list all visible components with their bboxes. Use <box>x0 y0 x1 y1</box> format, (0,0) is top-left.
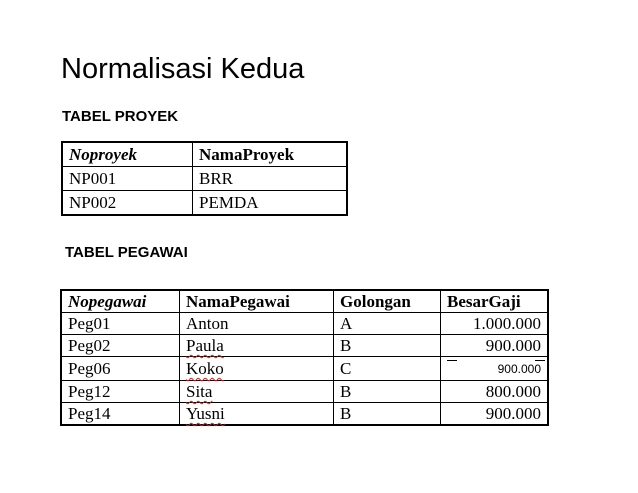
table-cell: Peg12 <box>61 381 180 403</box>
proyek-table <box>61 141 348 216</box>
table-cell: Anton <box>180 313 334 335</box>
table-header-row <box>62 142 347 167</box>
divider <box>447 360 457 361</box>
table-cell: 900.000 <box>441 335 549 357</box>
table-cell: A <box>334 313 441 335</box>
header-cell: NamaPegawai <box>180 290 334 313</box>
proyek-table-label: TABEL PROYEK <box>62 108 179 125</box>
table-cell: 1.000.000 <box>441 313 549 335</box>
table-cell: Peg01 <box>61 313 180 335</box>
table-cell: 800.000 <box>441 381 549 403</box>
table-cell: C <box>334 357 441 381</box>
table-row <box>62 167 347 191</box>
pegawai-table <box>60 289 549 426</box>
header-cell: Golongan <box>334 290 441 313</box>
table-cell: Peg14 <box>61 403 180 426</box>
table-cell <box>441 357 549 381</box>
table-cell-text: Sita <box>186 382 213 401</box>
table-row <box>61 313 548 335</box>
table-cell-text: Koko <box>186 359 224 378</box>
pegawai-table-label: TABEL PEGAWAI <box>65 244 188 261</box>
table-row <box>61 357 548 381</box>
table-row <box>61 403 548 426</box>
table-cell: 900.000 <box>441 403 549 426</box>
table-cell-text: Paula <box>186 336 224 355</box>
table-cell <box>180 357 334 381</box>
table-row <box>62 191 347 216</box>
table-cell: BRR <box>193 167 348 191</box>
table-cell <box>180 403 334 426</box>
header-cell: NamaProyek <box>193 142 348 167</box>
table-row <box>61 335 548 357</box>
table-cell: B <box>334 335 441 357</box>
header-cell: Noproyek <box>62 142 193 167</box>
table-cell: NP002 <box>62 191 193 216</box>
table-cell: Peg02 <box>61 335 180 357</box>
table-cell: Peg06 <box>61 357 180 381</box>
table-cell: PEMDA <box>193 191 348 216</box>
table-cell: B <box>334 403 441 426</box>
table-cell-text: Yusni <box>186 404 225 423</box>
table-cell: NP001 <box>62 167 193 191</box>
divider <box>535 360 545 361</box>
header-cell: Nopegawai <box>61 290 180 313</box>
table-row <box>61 381 548 403</box>
table-header-row <box>61 290 548 313</box>
table-cell: B <box>334 381 441 403</box>
table-cell-text: 900.000 <box>497 362 541 376</box>
page-title: Normalisasi Kedua <box>61 53 305 85</box>
header-cell: BesarGaji <box>441 290 549 313</box>
table-cell <box>180 335 334 357</box>
table-cell <box>180 381 334 403</box>
